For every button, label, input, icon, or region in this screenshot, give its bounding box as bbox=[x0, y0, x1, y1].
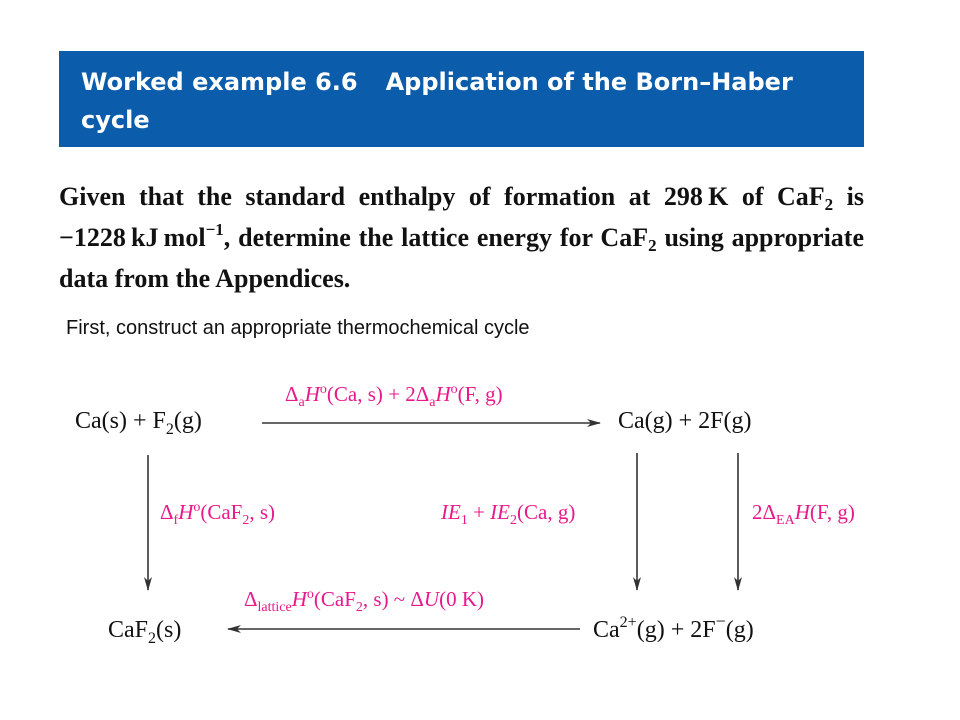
example-title-line2: cycle bbox=[81, 106, 150, 134]
species-top-right: Ca(g) + 2F(g) bbox=[618, 408, 752, 434]
label-electron-affinity: $2\Delta_{EA}H(F$, g) bbox=[752, 500, 855, 528]
example-number: Worked example 6.6 bbox=[81, 68, 358, 96]
label-formation: $\Delta_fH^o(CaF_2$, s) bbox=[160, 500, 276, 528]
example-title-line1: Application of the Born–Haber bbox=[385, 68, 793, 96]
label-ionization: $IE_1 + IE_2(Ca$, g) bbox=[441, 500, 576, 528]
label-atomization: $\Delta_aH^o(Ca$, $s) + 2\Delta_aH^o(F$, g) bbox=[285, 382, 503, 410]
instruction-text: First, construct an appropriate thermochemical cycle bbox=[66, 317, 530, 339]
problem-statement: Given that the standard enthalpy of formation at 298 K of CaF$_2$ is −1228 kJ mol$^{-1}$, determine the lattice energy for CaF$_2$ using appropriate data from the Appendices. bbox=[59, 182, 864, 293]
species-bottom-right: $Ca^{2+}(g) + 2F^-(g)$ bbox=[593, 611, 754, 643]
species-bottom-left: CaF$_2$(s) bbox=[108, 617, 182, 647]
label-lattice: $\Delta_{lattice}H^o(CaF_2$, s) ~ ΔU(0 K) bbox=[244, 587, 484, 615]
species-top-left: $Ca(s) + F_2(g)$ bbox=[75, 408, 202, 438]
